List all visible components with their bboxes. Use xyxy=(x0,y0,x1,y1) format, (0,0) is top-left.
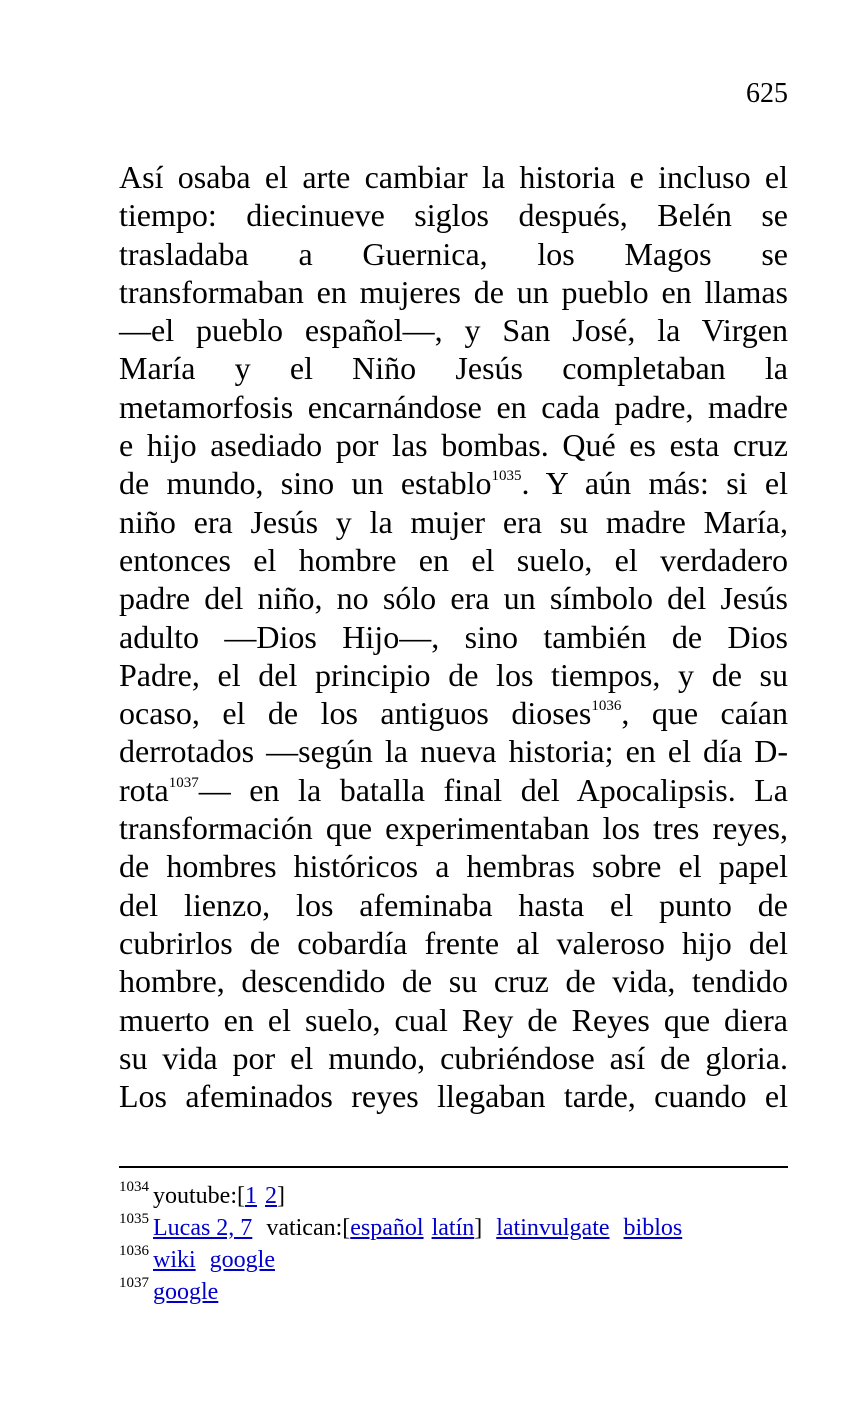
body-line xyxy=(119,158,788,196)
footnote-reference: 1037 xyxy=(168,774,199,791)
body-text-segment: transformaban en mujeres de un pueblo en llamas xyxy=(119,273,788,310)
footnote-1037 xyxy=(119,1276,788,1308)
body-line xyxy=(119,924,788,962)
body-text-segment: — en la batalla final del Apocalipsis. La xyxy=(198,771,788,808)
body-line xyxy=(119,541,788,579)
body-line xyxy=(119,349,788,387)
body-text-segment: de hombres históricos a hembras sobre el papel xyxy=(119,848,788,885)
body-text-segment: niño era Jesús y la mujer era su madre María, xyxy=(119,503,788,540)
footnote-rule xyxy=(119,1166,788,1168)
body-text-segment: María y el Niño Jesús completaban la xyxy=(119,350,788,387)
body-text-segment: rota xyxy=(119,771,169,808)
body-text-segment: , que caían xyxy=(621,695,789,732)
footnote-1036 xyxy=(119,1244,788,1276)
page-number: 625 xyxy=(746,78,788,109)
body-line xyxy=(119,962,788,1000)
body-text-segment: muerto en el suelo, cual Rey de Reyes que diera xyxy=(119,1001,788,1038)
body-line xyxy=(119,1001,788,1039)
body-line xyxy=(119,196,788,234)
body-text-segment: su vida por el mundo, cubriéndose así de gloria. xyxy=(119,1039,788,1076)
body-line xyxy=(119,311,788,349)
body-line xyxy=(119,694,788,732)
body-line xyxy=(119,618,788,656)
body-text-segment: Los afeminados reyes llegaban tarde, cuando el xyxy=(119,1078,788,1115)
google-link[interactable]: google xyxy=(209,1247,275,1273)
body-line xyxy=(119,732,788,770)
body-line xyxy=(119,235,788,273)
body-line xyxy=(119,503,788,541)
body-text-segment: e hijo asediado por las bombas. Qué es esta cruz xyxy=(119,427,788,464)
body-line xyxy=(119,273,788,311)
footnote-number: 1035 xyxy=(119,1211,149,1227)
footnote-youtube-prefix: youtube:[ xyxy=(153,1183,245,1209)
body-text-segment: ocaso, el de los antiguos dioses xyxy=(119,695,592,732)
body-text-segment: de mundo, sino un establo xyxy=(119,465,492,502)
footnotes xyxy=(119,1180,788,1308)
footnote-number: 1036 xyxy=(119,1243,149,1259)
espanol-link[interactable]: español xyxy=(350,1215,424,1241)
body-text-segment: derrotados —según la nueva historia; en el día D- xyxy=(119,733,788,770)
footnote-number: 1037 xyxy=(119,1275,149,1291)
body-text-segment: Así osaba el arte cambiar la historia e incluso el xyxy=(119,159,788,195)
biblos-link[interactable]: biblos xyxy=(623,1215,683,1241)
body-line xyxy=(119,1039,788,1077)
vatican-suffix: ] xyxy=(474,1215,483,1241)
footnote-reference: 1036 xyxy=(591,698,622,715)
body-text-segment: padre del niño, no sólo era un símbolo del Jesús xyxy=(119,580,788,617)
body-text-segment: entonces el hombre en el suelo, el verdadero xyxy=(119,541,788,578)
body-line xyxy=(119,464,788,502)
body-line xyxy=(119,886,788,924)
body-text-segment: trasladaba a Guernica, los Magos se xyxy=(119,235,788,272)
body-line xyxy=(119,579,788,617)
wiki-link[interactable]: wiki xyxy=(153,1247,196,1273)
footnote-1035 xyxy=(119,1212,788,1244)
youtube-link-1[interactable]: 1 xyxy=(244,1183,257,1209)
vatican-prefix: vatican:[ xyxy=(266,1215,351,1241)
body-text-segment: tiempo: diecinueve siglos después, Belén se xyxy=(119,197,788,234)
body-text-segment: cubrirlos de cobardía frente al valeroso hijo del xyxy=(119,924,788,961)
youtube-link-2[interactable]: 2 xyxy=(264,1183,277,1209)
body-text-segment: Padre, el del principio de los tiempos, y de su xyxy=(119,656,788,693)
google-link[interactable]: google xyxy=(153,1279,219,1305)
body-text-segment: metamorfosis encarnándose en cada padre, madre xyxy=(119,388,788,425)
footnote-reference: 1035 xyxy=(491,468,522,485)
latinvulgate-link[interactable]: latinvulgate xyxy=(496,1215,610,1241)
body-line xyxy=(119,656,788,694)
body-line xyxy=(119,809,788,847)
body-line xyxy=(119,771,788,809)
body-text xyxy=(119,158,788,1115)
body-line xyxy=(119,388,788,426)
body-line xyxy=(119,1077,788,1115)
lucas-link[interactable]: Lucas 2, 7 xyxy=(153,1215,253,1241)
body-line xyxy=(119,426,788,464)
body-text-segment: —el pueblo español—, y San José, la Virgen xyxy=(119,312,788,349)
footnote-number: 1034 xyxy=(119,1179,149,1195)
footnote-youtube-suffix: ] xyxy=(276,1183,285,1209)
body-text-segment: hombre, descendido de su cruz de vida, tendido xyxy=(119,963,788,1000)
body-text-segment: . Y aún más: si el xyxy=(521,465,789,502)
body-line xyxy=(119,847,788,885)
body-text-segment: transformación que experimentaban los tres reyes, xyxy=(119,810,788,847)
footnote-1034 xyxy=(119,1180,788,1212)
body-text-segment: adulto —Dios Hijo—, sino también de Dios xyxy=(119,618,788,655)
latin-link[interactable]: latín xyxy=(431,1215,475,1241)
body-text-segment: del lienzo, los afeminaba hasta el punto de xyxy=(119,886,788,923)
